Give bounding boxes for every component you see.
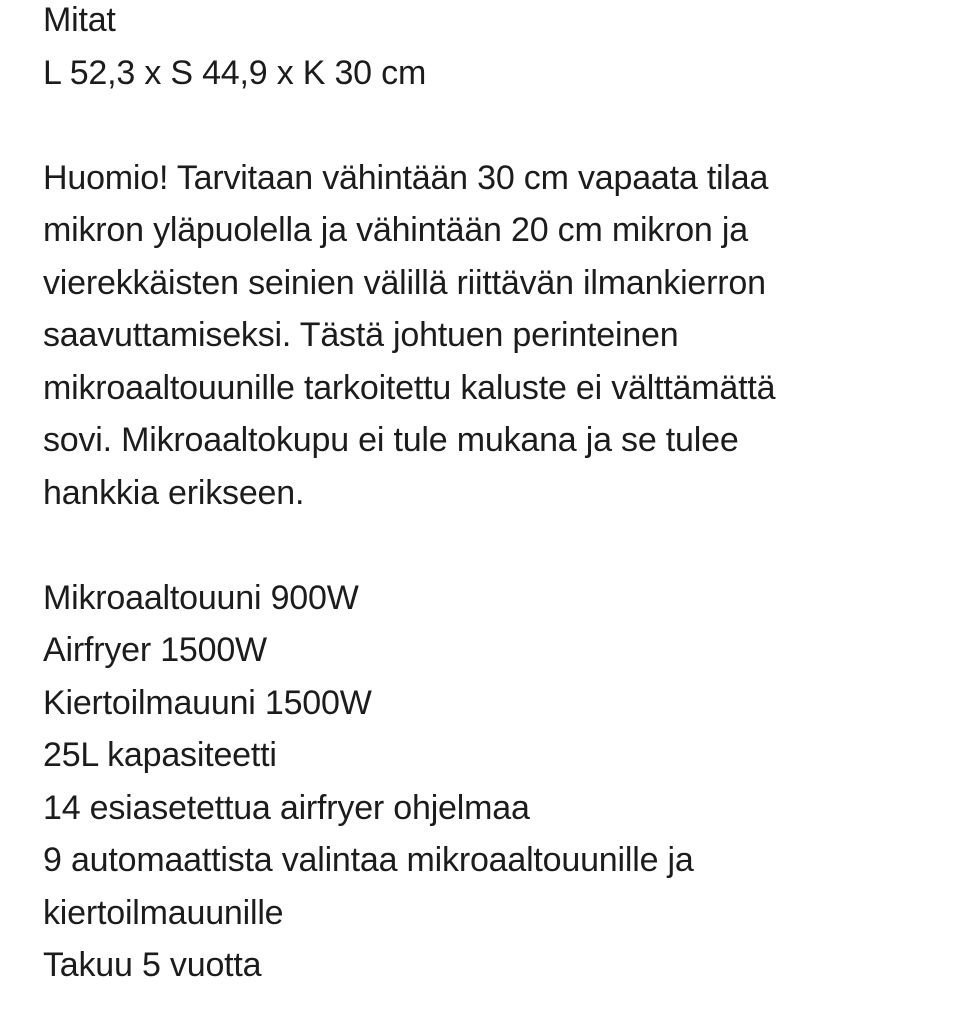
feature-item: Kiertoilmauuni 1500W xyxy=(43,683,372,722)
notice-line: Huomio! Tarvitaan vähintään 30 cm vapaata tilaa xyxy=(43,158,769,197)
dimensions-value: L 52,3 x S 44,9 x K 30 cm xyxy=(43,53,427,92)
notice-line: sovi. Mikroaaltokupu ei tule mukana ja se tulee xyxy=(43,421,739,459)
feature-item: 25L kapasiteetti xyxy=(43,736,277,774)
paragraph-spacer xyxy=(43,519,943,572)
feature-list xyxy=(43,572,943,992)
notice-paragraph xyxy=(43,152,943,520)
notice-line: hankkia erikseen. xyxy=(43,473,305,512)
feature-item: Airfryer 1500W xyxy=(43,631,267,669)
notice-line: saavuttamiseksi. Tästä johtuen perinteinen xyxy=(43,316,679,354)
feature-item: 14 esiasetettua airfryer ohjelmaa xyxy=(43,788,530,827)
feature-item: 9 automaattista valintaa mikroaaltouunille ja xyxy=(43,841,694,879)
feature-item: kiertoilmauunille xyxy=(43,893,284,932)
product-description xyxy=(43,0,943,992)
notice-line: mikron yläpuolella ja vähintään 20 cm mikron ja xyxy=(43,211,748,249)
paragraph-spacer xyxy=(43,99,943,152)
feature-item: Takuu 5 vuotta xyxy=(43,946,262,984)
feature-item: Mikroaaltouuni 900W xyxy=(43,578,359,617)
notice-line: mikroaaltouunille tarkoitettu kaluste ei välttämättä xyxy=(43,368,776,407)
notice-line: vierekkäisten seinien välillä riittävän ilmankierron xyxy=(43,263,766,302)
dimensions-heading: Mitat xyxy=(43,1,116,39)
